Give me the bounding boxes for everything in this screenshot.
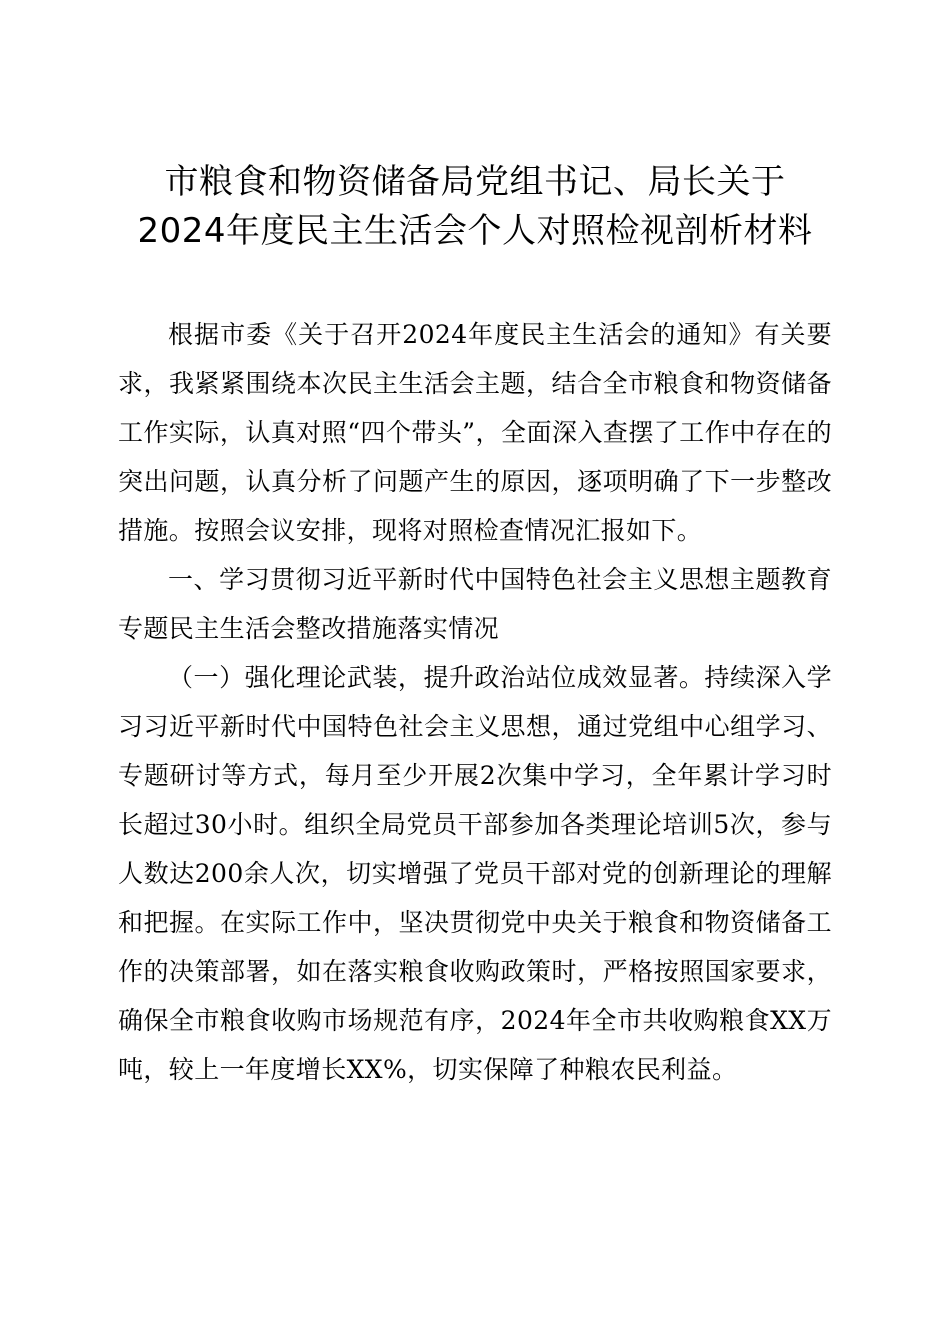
subsection-paragraph-1: （一）强化理论武装，提升政治站位成效显著。持续深入学习习近平新时代中国特色社会主义思想，通过党组中心组学习、专题研讨等方式，每月至少开展2次集中学习，全年累计学习时长超过30小时。组织全局党员干部参加各类理论培训5次，参与人数达200余人次，切实增强了党员干部对党的创新理论的理解和把握。在实际工作中，坚决贯彻党中央关于粮食和物资储备工作的决策部署，如在落实粮食收购政策时，严格按照国家要求，确保全市粮食收购市场规范有序，2024年全市共收购粮食XX万吨，较上一年度增长XX%，切实保障了种粮农民利益。 <box>118 663 832 1084</box>
document-body <box>118 310 832 1094</box>
title-line-2: 2024年度民主生活会个人对照检视剖析材料 <box>137 211 813 251</box>
title-line-1: 市粮食和物资储备局党组书记、局长关于 <box>164 162 786 202</box>
document-title <box>118 158 832 256</box>
section-heading-1: 一、学习贯彻习近平新时代中国特色社会主义思想主题教育专题民主生活会整改措施落实情况 <box>118 565 832 643</box>
intro-paragraph: 根据市委《关于召开2024年度民主生活会的通知》有关要求，我紧紧围绕本次民主生活会主题，结合全市粮食和物资储备工作实际，认真对照“四个带头”，全面深入查摆了工作中存在的突出问题，认真分析了问题产生的原因，逐项明确了下一步整改措施。按照会议安排，现将对照检查情况汇报如下。 <box>118 320 832 545</box>
